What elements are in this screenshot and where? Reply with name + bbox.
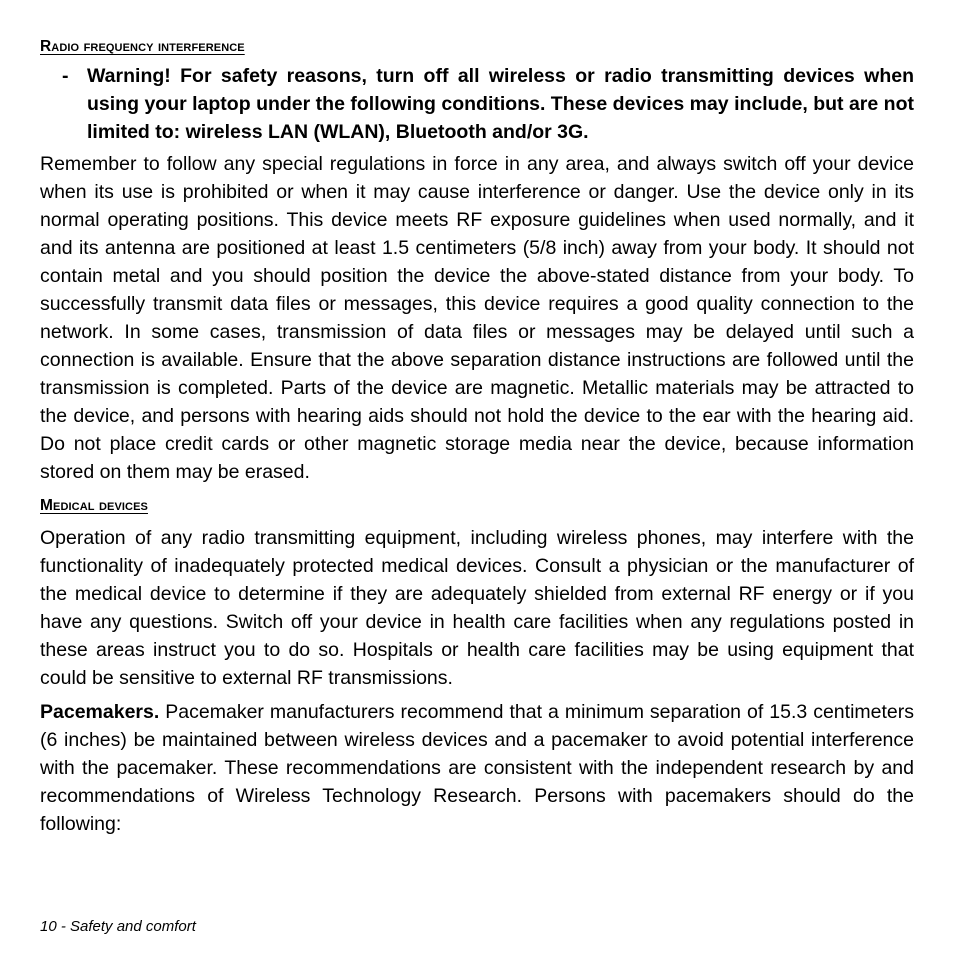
page-footer: 10 - Safety and comfort [40,918,196,935]
section-heading-radio-frequency-interference: Radio frequency interference [40,38,245,55]
warning-item [40,62,914,146]
document-page [40,33,914,838]
pacemakers-text: Pacemaker manufacturers recommend that a minimum separation of 15.3 centimeters (6 inches) be maintained between wireless devices and a pacemaker to avoid potential interference with the pacemaker. These recommendations are consistent with the independent research by and recommendations of Wireless Technology Research. Persons with pacemakers should do the following: [40,701,914,835]
warning-bullet: - [62,65,69,87]
section-heading-medical-devices: Medical devices [40,497,148,514]
pacemakers-paragraph [40,698,914,838]
medical-devices-paragraph: Operation of any radio transmitting equipment, including wireless phones, may interfere with the functionality of inadequately protected medical devices. Consult a physician or the manufacturer of the medical device to determine if they are adequately shielded from external RF energy or if you have any questions. Switch off your device in health care facilities when any regulations posted in these areas instruct you to do so. Hospitals or health care facilities may be using equipment that could be sensitive to external RF transmissions. [40,527,914,689]
rf-interference-paragraph: Remember to follow any special regulations in force in any area, and always switch off your device when its use is prohibited or when it may cause interference or danger. Use the device only in its normal operating positions. This device meets RF exposure guidelines when used normally, and it and its antenna are positioned at least 1.5 centimeters (5/8 inch) away from your body. It should not contain metal and you should position the device the above-stated distance from your body. To successfully transmit data files or messages, this device requires a good quality connection to the network. In some cases, transmission of data files or messages may be delayed until such a connection is available. Ensure that the above separation distance instructions are followed until the transmission is completed. Parts of the device are magnetic. Metallic materials may be attracted to the device, and persons with hearing aids should not hold the device to the ear with the hearing aid. Do not place credit cards or other magnetic storage media near the device, because information stored on them may be erased. [40,153,914,483]
warning-text: Warning! For safety reasons, turn off all wireless or radio transmitting devices when using your laptop under the following conditions. These devices may include, but are not limited to: wireless LAN (WLAN), Bluetooth and/or 3G. [87,65,914,143]
pacemakers-lead: Pacemakers. [40,701,160,723]
